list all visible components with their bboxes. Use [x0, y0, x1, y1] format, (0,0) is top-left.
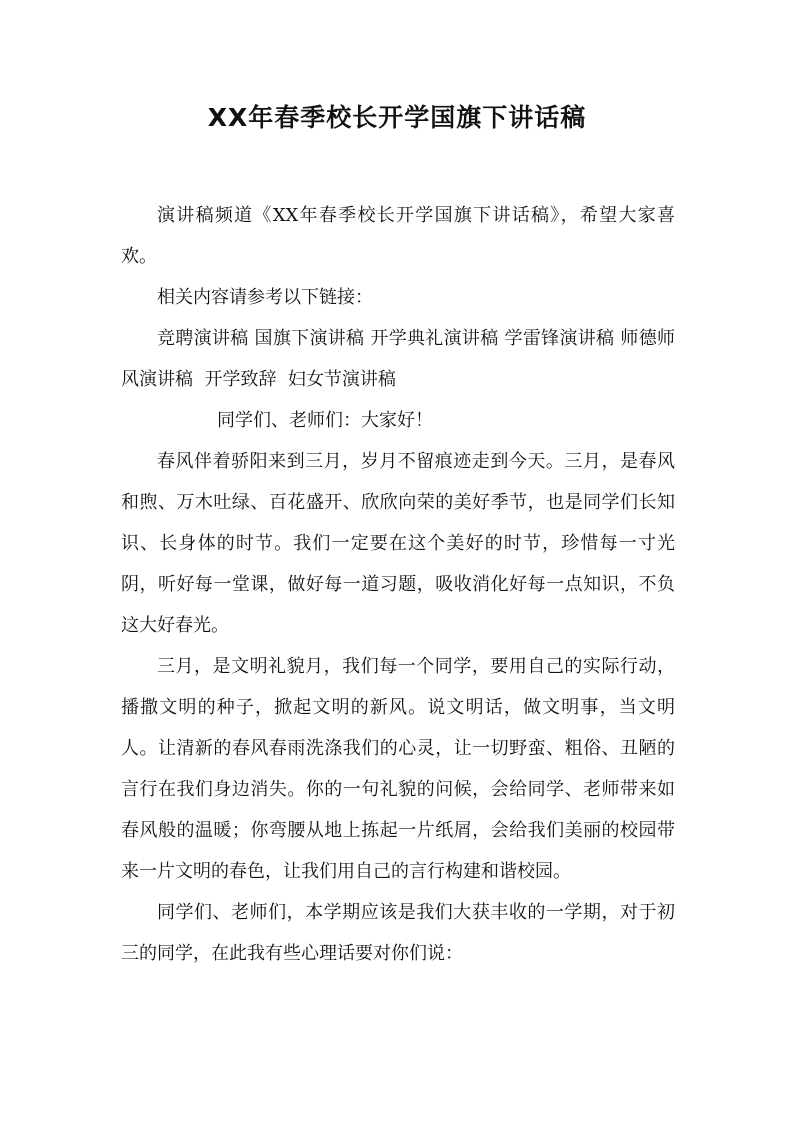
- intro-paragraph: 演讲稿频道《XX年春季校长开学国旗下讲话稿》，希望大家喜欢。: [121, 205, 675, 267]
- link-opening-ceremony-speech[interactable]: 开学典礼演讲稿: [370, 328, 499, 349]
- link-teacher-ethics-speech[interactable]: 师德师风演讲稿: [121, 328, 675, 390]
- body-paragraph: 三月，是文明礼貌月，我们每一个同学，要用自己的实际行动，播撒文明的种子，掀起文明的新风。说文明话，做文明事，当文明人。让清新的春风春雨洗涤我们的心灵，让一切野蛮、粗俗、丑陋的言行在我们身边消失。你的一句礼貌的问候，会给同学、老师带来如春风般的温暖；你弯腰从地上拣起一片纸屑，会给我们美丽的校园带来一片文明的春色，让我们用自己的言行构建和谐校园。: [121, 656, 675, 882]
- body-paragraph: 春风伴着骄阳来到三月，岁月不留痕迹走到今天。三月，是春风和煦、万木吐绿、百花盛开、欣欣向荣的美好季节，也是同学们长知识、长身体的时节。我们一定要在这个美好的时节，珍惜每一寸光阴，听好每一堂课，做好每一道习题，吸收消化好每一点知识，不负这大好春光。: [121, 451, 675, 636]
- body-paragraph: 同学们、老师们，本学期应该是我们大获丰收的一学期，对于初三的同学，在此我有些心理话要对你们说：: [121, 902, 675, 964]
- link-learn-leifeng-speech[interactable]: 学雷锋演讲稿: [504, 328, 615, 349]
- greeting: 同学们、老师们：大家好！: [217, 410, 433, 431]
- related-links: [121, 318, 675, 400]
- document-title: XX年春季校长开学国旗下讲话稿: [207, 103, 587, 132]
- document-body: [121, 195, 675, 974]
- link-opening-address[interactable]: 开学致辞: [204, 369, 277, 390]
- link-womens-day-speech[interactable]: 妇女节演讲稿: [287, 369, 396, 390]
- related-links-label: 相关内容请参考以下链接：: [157, 287, 373, 308]
- link-competition-speech[interactable]: 竞聘演讲稿: [157, 328, 249, 349]
- link-flag-speech[interactable]: 国旗下演讲稿: [254, 328, 365, 349]
